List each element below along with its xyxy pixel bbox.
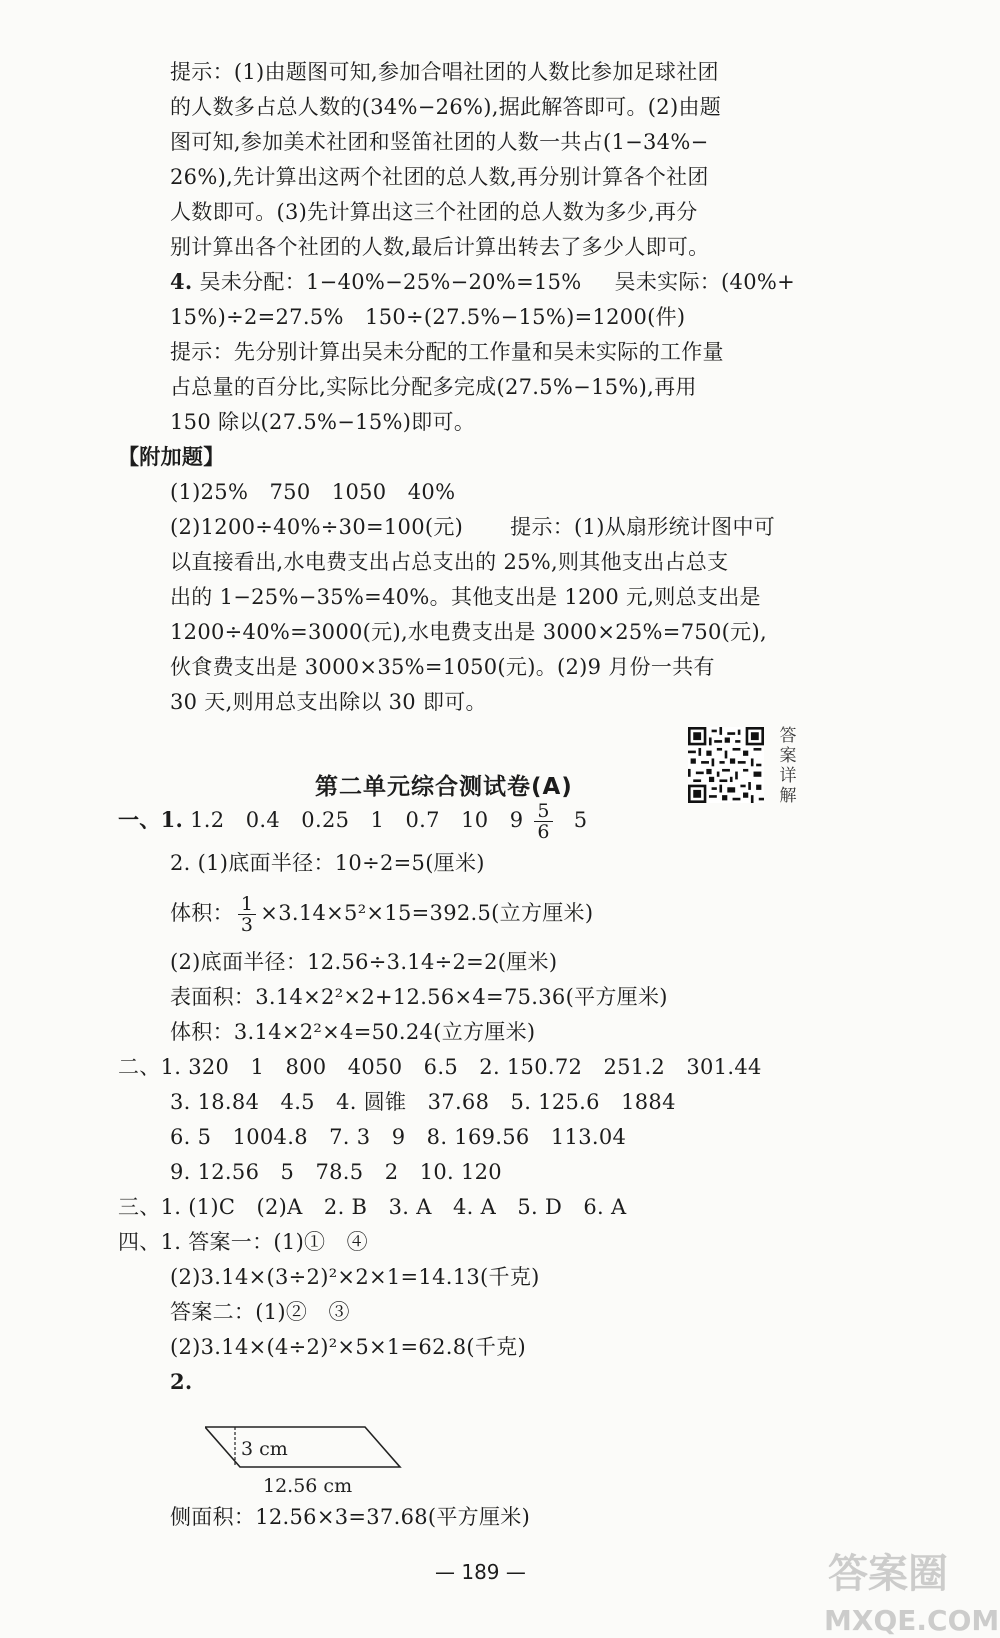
answer-4-allocation: 吴未分配：1−40%−25%−20%=15%: [199, 270, 582, 294]
hint-line-2: 的人数多占总人数的(34%−26%),据此解答即可。(2)由题: [170, 95, 722, 119]
part2-row-3: 6. 5 1004.8 7. 3 9 8. 169.56 113.04: [170, 1125, 627, 1149]
hint-line-1: 提示：(1)由题图可知,参加合唱社团的人数比参加足球社团: [170, 60, 719, 84]
svg-text:答案圈: 答案圈: [828, 1551, 948, 1597]
part2-row-1: 二、1. 320 1 800 4050 6.5 2. 150.72 251.2 301.44: [118, 1055, 762, 1079]
bonus-line-5: 1200÷40%=3000(元),水电费支出是 3000×25%=750(元),: [170, 620, 767, 644]
bonus-line-3: 以直接看出,水电费支出占总支出的 25%,则其他支出占总支: [170, 550, 729, 574]
page-number: — 189 —: [435, 1560, 526, 1584]
bonus-line-4: 出的 1−25%−35%=40%。其他支出是 1200 元,则总支出是: [170, 585, 761, 609]
fraction-five-sixths: $\frac{5}{6}$: [534, 801, 552, 842]
part4-q2-label: 2.: [170, 1369, 193, 1394]
part1-label: 一、1.: [118, 807, 184, 832]
part1-q2b: (2)底面半径：12.56÷3.14÷2=2(厘米): [170, 950, 558, 974]
bonus-line-2: [170, 512, 775, 542]
part2-row-4: 9. 12.56 5 78.5 2 10. 120: [170, 1160, 502, 1184]
bonus-hint: 提示：(1)从扇形统计图中可: [510, 515, 776, 539]
parallelogram-diagram: [205, 1425, 455, 1495]
watermark-logo: [820, 1535, 1000, 1638]
qr-code-icon[interactable]: [688, 727, 764, 803]
answer-4-number: 4.: [170, 269, 193, 294]
part1-last-value: 5: [573, 808, 588, 832]
hint-line-5: 人数即可。(3)先计算出这三个社团的总人数为多少,再分: [170, 200, 698, 224]
part2-row-2: 3. 18.84 4.5 4. 圆锥 37.68 5. 125.6 1884: [170, 1090, 676, 1114]
hint-line-10: 占总量的百分比,实际比分配多完成(27.5%−15%),再用: [170, 375, 697, 399]
hint-line-9: 提示：先分别计算出吴未分配的工作量和吴未实际的工作量: [170, 340, 724, 364]
base-label: 12.56 cm: [263, 1475, 353, 1495]
bonus-answer-2: (2)1200÷40%÷30=100(元): [170, 515, 464, 539]
part4-row-3: 答案二：(1)② ③: [170, 1300, 350, 1324]
bonus-line-6: 伙食费支出是 3000×35%=1050(元)。(2)9 月份一共有: [170, 655, 715, 679]
part1-values: 1.2 0.4 0.25 1 0.7 10 9: [190, 808, 524, 832]
section-title: 第二单元综合测试卷(A): [315, 774, 573, 800]
part1-row-1: [118, 800, 587, 842]
part1-volume-1: [170, 893, 593, 935]
part1-q2: 2. (1)底面半径：10÷2=5(厘米): [170, 851, 485, 875]
volume-prefix: 体积：: [170, 901, 234, 925]
part4-row-1: 四、1. 答案一：(1)① ④: [118, 1230, 368, 1254]
answer-4-line-1: [170, 267, 795, 297]
part4-row-2: (2)3.14×(3÷2)²×2×1=14.13(千克): [170, 1265, 540, 1289]
part1-q2d: 体积：3.14×2²×4=50.24(立方厘米): [170, 1020, 536, 1044]
hint-line-6: 别计算出各个社团的人数,最后计算出转去了多少人即可。: [170, 235, 710, 259]
answer-4-line-2: 15%)÷2=27.5% 150÷(27.5%−15%)=1200(件): [170, 305, 686, 329]
parallelogram-shape: [205, 1427, 400, 1467]
bonus-line-1: (1)25% 750 1050 40%: [170, 480, 456, 504]
bonus-heading: 【附加题】: [118, 444, 225, 469]
fraction-one-third: $\frac{1}{3}$: [238, 894, 256, 935]
answer-detail-label: 答 案 详 解: [779, 726, 797, 806]
volume-formula: ×3.14×5²×15=392.5(立方厘米): [260, 901, 594, 925]
hint-line-3: 图可知,参加美术社团和竖笛社团的人数一共占(1−34%−: [170, 130, 709, 154]
bonus-line-7: 30 天,则用总支出除以 30 即可。: [170, 690, 487, 714]
part1-q2c: 表面积：3.14×2²×2+12.56×4=75.36(平方厘米): [170, 985, 668, 1009]
hint-line-11: 150 除以(27.5%−15%)即可。: [170, 410, 476, 434]
part4-row-4: (2)3.14×(4÷2)²×5×1=62.8(千克): [170, 1335, 526, 1359]
hint-line-4: 26%),先计算出这两个社团的总人数,再分别计算各个社团: [170, 165, 709, 189]
svg-text:MXQE.COM: MXQE.COM: [824, 1604, 1000, 1637]
answer-4-actual: 吴未实际：(40%+: [614, 270, 796, 294]
part4-row-5: 侧面积：12.56×3=37.68(平方厘米): [170, 1505, 531, 1529]
part3-row-1: 三、1. (1)C (2)A 2. B 3. A 4. A 5. D 6. A: [118, 1195, 627, 1219]
height-label: 3 cm: [241, 1438, 288, 1460]
